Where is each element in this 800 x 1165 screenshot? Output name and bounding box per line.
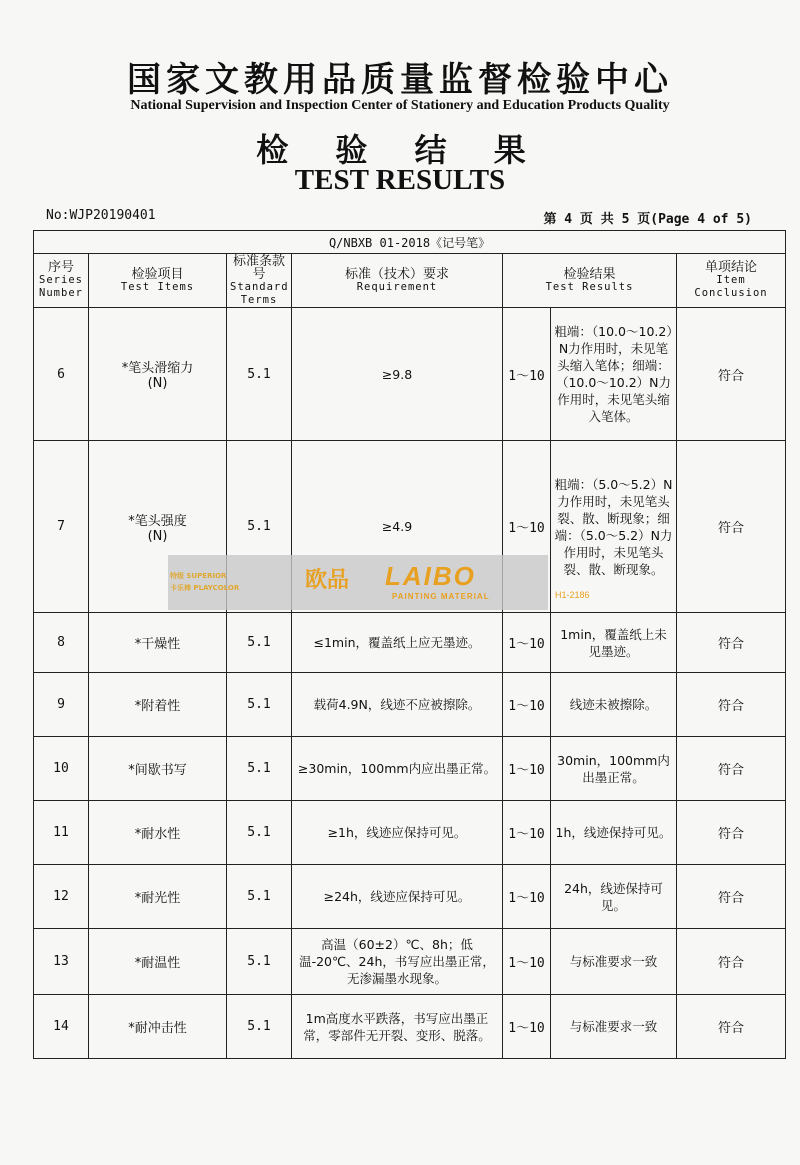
sample-range: 1～10 [503,441,551,613]
standard-clause: 5.1 [227,801,292,865]
header-terms [227,254,292,308]
sample-range: 1～10 [503,865,551,929]
test-result: 30min，100mm内出墨正常。 [551,737,677,801]
results-title-cn: 检 验 结 果 [256,131,544,169]
row-number: 8 [34,613,89,673]
header-en: Standard Terms [230,280,289,306]
requirement: ≥30min，100mm内应出墨正常。 [292,737,503,801]
watermark-left-text [170,570,239,594]
test-item: *耐光性 [89,865,227,929]
standard-clause: 5.1 [227,308,292,441]
requirement: 载荷4.9N，线迹不应被擦除。 [292,673,503,737]
conclusion: 符合 [677,441,786,613]
test-item-label: *笔头强度 [128,513,187,529]
table-row [34,801,786,865]
conclusion: 符合 [677,801,786,865]
conclusion: 符合 [677,865,786,929]
table-row [34,995,786,1059]
row-number: 7 [34,441,89,613]
document-number: No:WJP20190401 [46,208,156,223]
table-row [34,673,786,737]
center-title-cn: 国家文教用品质量监督检验中心 [127,60,673,100]
standard-row [34,231,786,254]
sample-range: 1～10 [503,929,551,995]
row-number: 10 [34,737,89,801]
header-items [89,254,227,308]
requirement: ≥1h，线迹应保持可见。 [292,801,503,865]
test-result: 与标准要求一致 [551,995,677,1059]
standard-clause: 5.1 [227,737,292,801]
requirement: ≥9.8 [292,308,503,441]
header-series [34,254,89,308]
requirement: 高温（60±2）℃、8h；低温-20℃、24h，书写应出墨正常，无渗漏墨水现象。 [292,929,503,995]
test-item-unit: (N) [147,376,168,391]
standard-clause: 5.1 [227,929,292,995]
header-cn: 标准条款号 [232,253,285,282]
requirement: ≤1min，覆盖纸上应无墨迹。 [292,613,503,673]
requirement: 1m高度水平跌落，书写应出墨正常，零部件无开裂、变形、脱落。 [292,995,503,1059]
header-requirement [292,254,503,308]
row-number: 9 [34,673,89,737]
conclusion: 符合 [677,308,786,441]
header-en: Test Results [545,280,634,293]
conclusion: 符合 [677,613,786,673]
row-number: 6 [34,308,89,441]
table-row [34,613,786,673]
test-result: 与标准要求一致 [551,929,677,995]
test-result: 1min，覆盖纸上未见墨迹。 [551,613,677,673]
standard-label: Q/NBXB 01-2018《记号笔》 [34,231,786,254]
header-en: Item Conclusion [694,274,768,299]
table-row [34,308,786,441]
results-title-en: TEST RESULTS [294,164,506,196]
conclusion: 符合 [677,995,786,1059]
test-item: *耐温性 [89,929,227,995]
watermark-line-2: 卡乐棒 PLAYCOLOR [170,584,240,592]
test-item: *耐冲击性 [89,995,227,1059]
header-en: Requirement [356,280,438,293]
watermark-line-1: 特级 SUPERIOR [170,572,227,580]
test-item-label: *笔头滑缩力 [121,361,194,376]
test-result: 粗端：（5.0～5.2）N力作用时，未见笔头裂、散、断现象；细端：（5.0～5.2）N力作用时，未见笔头裂、散、断现象。 [551,441,677,613]
test-result: 24h，线迹保持可见。 [551,865,677,929]
header-en: Test Items [120,280,195,293]
conclusion: 符合 [677,673,786,737]
table-row [34,865,786,929]
results-table [33,230,786,1059]
conclusion: 符合 [677,737,786,801]
header-results [503,254,677,308]
header-conclusion [677,254,786,308]
standard-clause: 5.1 [227,995,292,1059]
test-item-unit: (N) [147,528,168,544]
header-cn: 序号 [47,260,74,275]
header-cn: 检验项目 [131,266,184,282]
table-row [34,929,786,995]
standard-clause: 5.1 [227,865,292,929]
test-item [89,308,227,441]
table-row [34,737,786,801]
test-result: 粗端：（10.0～10.2）N力作用时，未见笔头缩入笔体；细端：（10.0～10.2）N力作用时，未见笔头缩入笔体。 [551,308,677,441]
header-cn: 检验结果 [563,266,616,282]
header-en: Series Number [39,274,83,299]
standard-clause: 5.1 [227,441,292,613]
standard-clause: 5.1 [227,613,292,673]
row-number: 12 [34,865,89,929]
sample-range: 1～10 [503,673,551,737]
standard-clause: 5.1 [227,673,292,737]
sample-range: 1～10 [503,801,551,865]
test-item: *耐水性 [89,801,227,865]
sample-range: 1～10 [503,308,551,441]
sample-range: 1～10 [503,737,551,801]
page-indicator: 第 4 页 共 5 页(Page 4 of 5) [543,212,752,227]
requirement: ≥4.9 [292,441,503,613]
test-result: 线迹未被擦除。 [551,673,677,737]
row-number: 11 [34,801,89,865]
row-number: 14 [34,995,89,1059]
test-result: 1h，线迹保持可见。 [551,801,677,865]
sample-range: 1～10 [503,613,551,673]
watermark-code: H1-2186 [555,590,590,600]
row-number: 13 [34,929,89,995]
header-cn: 标准（技术）要求 [344,266,449,282]
header-row [34,254,786,308]
test-item: *干燥性 [89,613,227,673]
conclusion: 符合 [677,929,786,995]
watermark-brand-cn: 欧品 [305,568,350,593]
header-cn: 单项结论 [705,260,758,275]
watermark-brand-en: LAIBO [385,561,476,591]
test-item: *间歇书写 [89,737,227,801]
sample-range: 1～10 [503,995,551,1059]
watermark-subtitle: PAINTING MATERIAL [392,592,490,601]
requirement: ≥24h，线迹应保持可见。 [292,865,503,929]
center-title-en: National Supervision and Inspection Center of Stationery and Education Products Quality [130,98,670,113]
test-item: *附着性 [89,673,227,737]
